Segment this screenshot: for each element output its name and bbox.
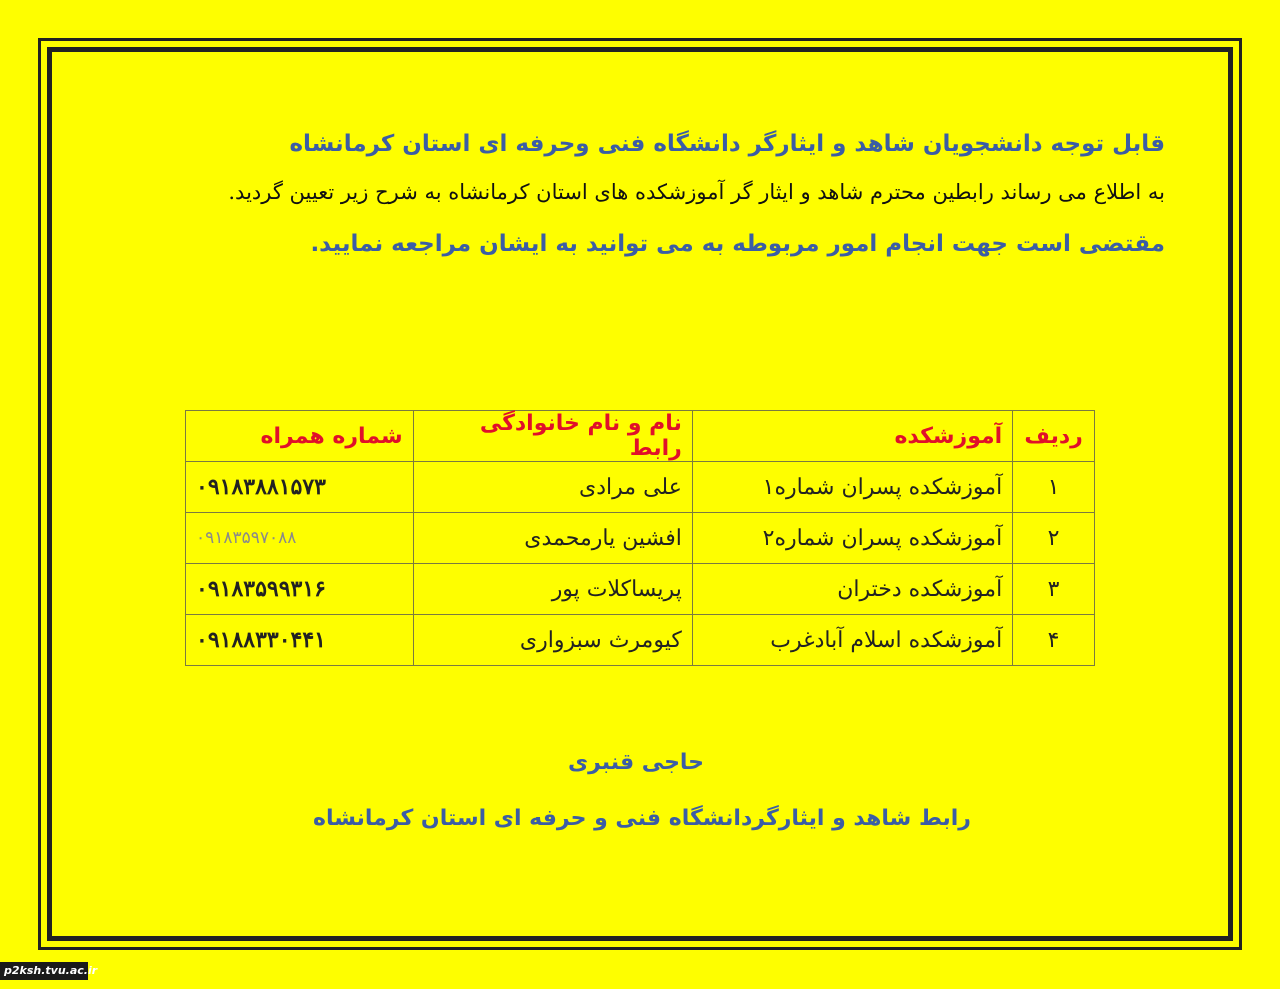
cell-row-number: ۴ (1013, 615, 1095, 666)
cell-phone: ۰۹۱۸۳۵۹۷۰۸۸ (186, 513, 414, 564)
cell-phone: ۰۹۱۸۸۳۳۰۴۴۱ (186, 615, 414, 666)
cell-row-number: ۲ (1013, 513, 1095, 564)
table-row (186, 615, 1095, 666)
announcement-heading: قابل توجه دانشجویان شاهد و ایثارگر دانشگاه فنی وحرفه ای استان کرمانشاه (289, 131, 1165, 157)
cell-name: پریساکلات پور (413, 564, 692, 615)
header-name: نام و نام خانوادگی رابط (413, 411, 692, 462)
cell-row-number: ۳ (1013, 564, 1095, 615)
announcement-paragraph: به اطلاع می رساند رابطین محترم شاهد و ایثار گر آموزشکده های استان کرمانشاه به شرح زیر تعیین گردید. (228, 180, 1165, 204)
header-school: آموزشکده (692, 411, 1012, 462)
cell-name: افشین یارمحمدی (413, 513, 692, 564)
cell-phone: ۰۹۱۸۳۸۸۱۵۷۳ (186, 462, 414, 513)
contacts-table (185, 410, 1095, 666)
table-row (186, 462, 1095, 513)
cell-school: آموزشکده دختران (692, 564, 1012, 615)
signature-title: رابط شاهد و ایثارگردانشگاه فنی و حرفه ای استان کرمانشاه (313, 806, 971, 831)
table-row (186, 564, 1095, 615)
cell-school: آموزشکده اسلام آبادغرب (692, 615, 1012, 666)
cell-row-number: ۱ (1013, 462, 1095, 513)
table-row (186, 513, 1095, 564)
signature-name: حاجی قنبری (567, 750, 705, 775)
site-watermark: p2ksh.tvu.ac.ir (0, 962, 88, 980)
header-phone: شماره همراه (186, 411, 414, 462)
header-row-number: ردیف (1013, 411, 1095, 462)
announcement-body (180, 120, 1165, 268)
cell-school: آموزشکده پسران شماره۲ (692, 513, 1012, 564)
cell-school: آموزشکده پسران شماره۱ (692, 462, 1012, 513)
cell-name: علی مرادی (413, 462, 692, 513)
cell-name: کیومرث سبزواری (413, 615, 692, 666)
table-header-row (186, 411, 1095, 462)
announcement-instruction: مقتضی است جهت انجام امور مربوطه به می توانید به ایشان مراجعه نمایید. (310, 231, 1165, 257)
cell-phone: ۰۹۱۸۳۵۹۹۳۱۶ (186, 564, 414, 615)
